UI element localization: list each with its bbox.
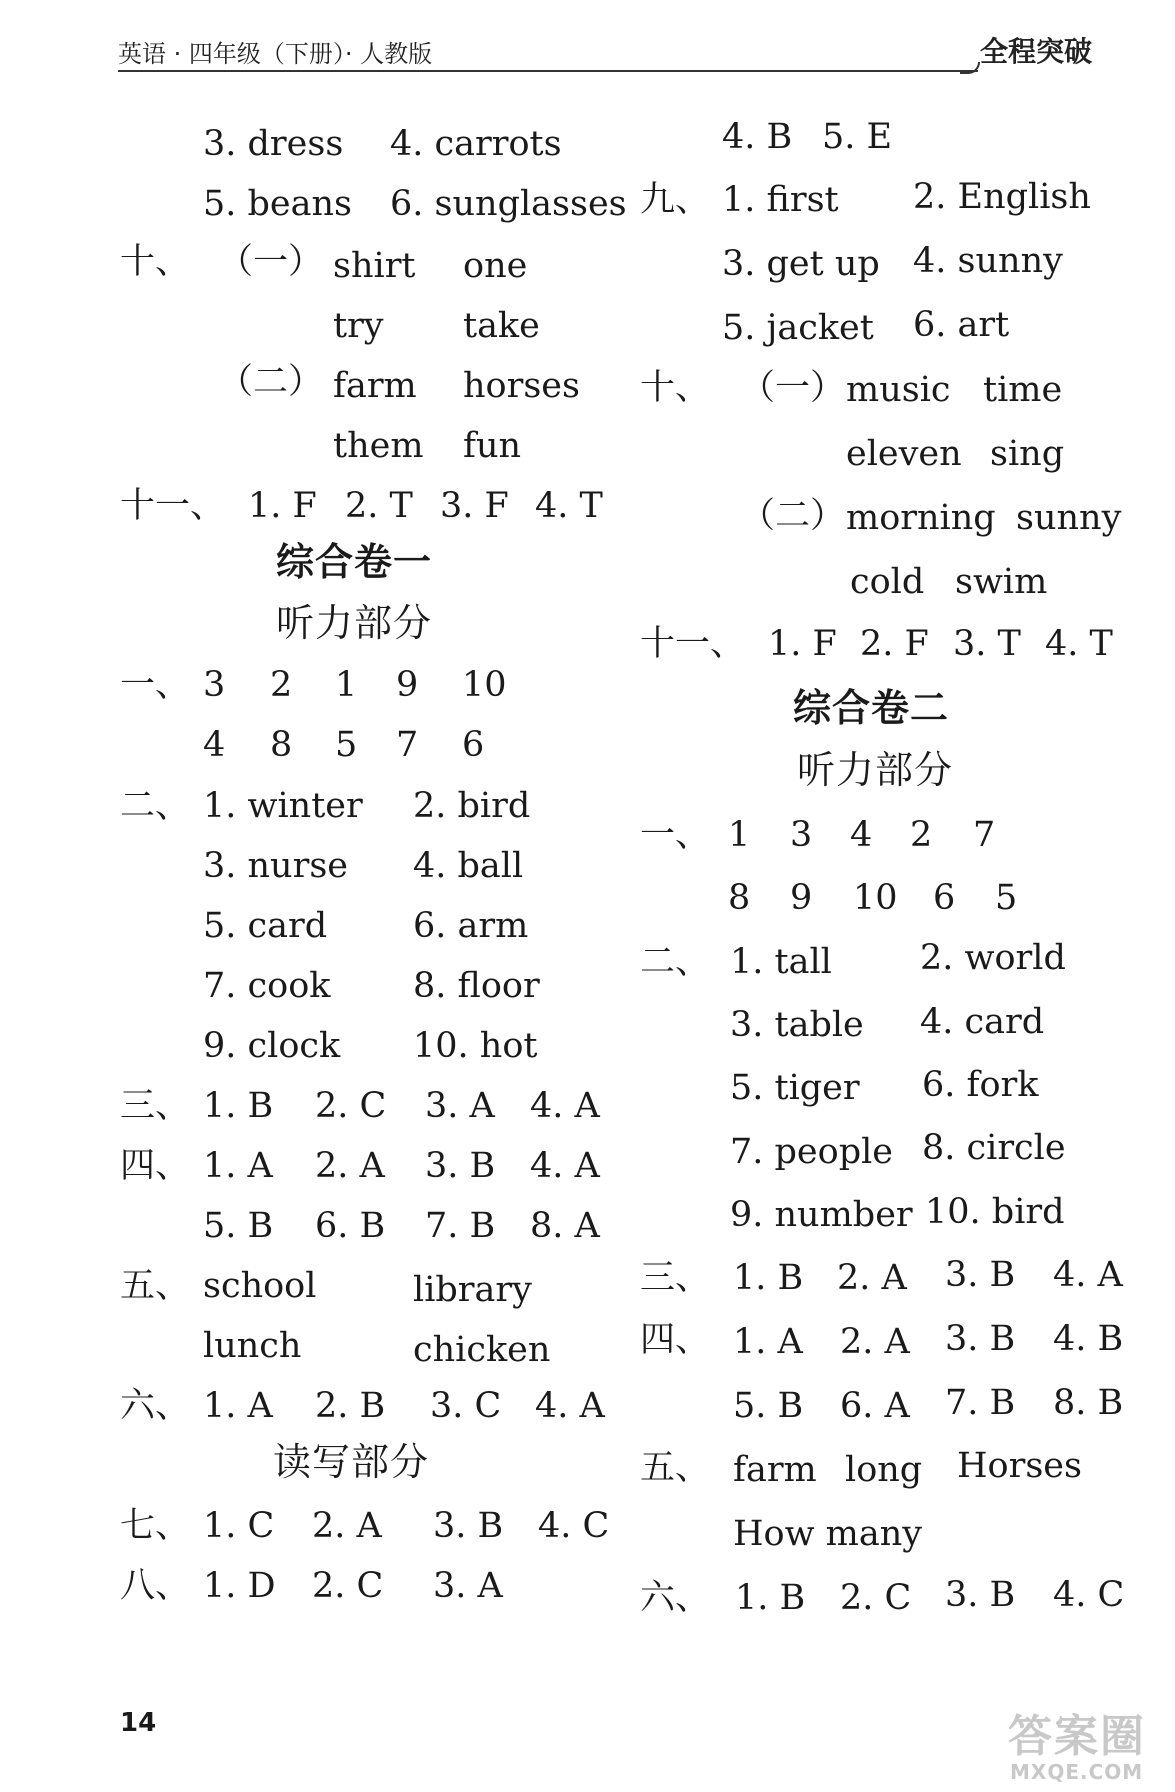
answer: 5	[335, 725, 358, 765]
answer: 6	[933, 878, 956, 918]
answer: 4	[850, 815, 873, 855]
answer: 2. A	[837, 1258, 907, 1298]
answer: 9	[396, 665, 419, 705]
answer: farm	[333, 366, 417, 406]
answer: 4. sunny	[913, 241, 1063, 281]
section-number: 十、	[120, 242, 191, 282]
answer: 2. B	[315, 1386, 386, 1426]
section-number: 三、	[640, 1258, 711, 1298]
section-number: 二、	[640, 942, 711, 982]
answer: 3	[790, 815, 813, 855]
answer: 5. beans	[203, 184, 353, 224]
answer: 2. world	[920, 938, 1066, 978]
part-number: （一）	[218, 242, 324, 282]
part-number: （一）	[740, 368, 846, 408]
answer: 1	[335, 665, 358, 705]
answer: 2. C	[312, 1566, 384, 1606]
paper-title: 综合卷一	[276, 540, 433, 584]
answer: 1. B	[733, 1258, 804, 1298]
part-number: （二）	[218, 362, 324, 402]
answer: 3. A	[433, 1566, 503, 1606]
section-number: 四、	[640, 1320, 711, 1360]
answer: 4. card	[920, 1002, 1045, 1042]
answer: 6	[462, 725, 485, 765]
answer: 7. B	[945, 1383, 1016, 1423]
answer: 3. B	[945, 1319, 1016, 1359]
answer: long	[845, 1450, 923, 1490]
answer: 3. B	[945, 1255, 1016, 1295]
answer: 9	[790, 878, 813, 918]
answer: school	[203, 1266, 317, 1306]
answer: 7. people	[730, 1132, 894, 1172]
answer: 5. B	[203, 1206, 274, 1246]
answer: 2. A	[312, 1506, 382, 1546]
answer: 6. A	[840, 1386, 910, 1426]
answer: 8. floor	[413, 966, 540, 1006]
answer: 5. jacket	[722, 308, 874, 348]
answer: 10. bird	[925, 1192, 1065, 1232]
answer: 3. B	[425, 1146, 496, 1186]
header-rule-flourish	[960, 62, 980, 74]
answer: 5. card	[203, 906, 328, 946]
answer: 7	[396, 725, 419, 765]
section-number: 六、	[640, 1578, 711, 1618]
answer: 3. T	[953, 624, 1021, 664]
answer: 1	[728, 815, 751, 855]
answer: 1. D	[203, 1566, 276, 1606]
answer: 1. winter	[203, 786, 363, 826]
answer: 9. number	[730, 1195, 913, 1235]
answer: horses	[463, 366, 580, 406]
answer: 8	[270, 725, 293, 765]
answer: 5. E	[822, 117, 893, 157]
section-number: 五、	[640, 1448, 711, 1488]
answer: 3. dress	[203, 124, 344, 164]
section-number: 四、	[120, 1146, 191, 1186]
answer: How many	[733, 1514, 923, 1554]
answer: 2. C	[315, 1086, 387, 1126]
section-heading: 听力部分	[276, 601, 433, 645]
part-number: （二）	[740, 496, 846, 536]
answer: 3	[203, 665, 226, 705]
answer: 1. tall	[730, 942, 832, 982]
section-number: 五、	[120, 1266, 191, 1306]
answer: 4. carrots	[390, 124, 562, 164]
answer: 2	[270, 665, 293, 705]
answer: 2. C	[840, 1578, 912, 1618]
watermark-logo	[1000, 1700, 1170, 1788]
answer: 4. A	[1053, 1255, 1123, 1295]
section-number: 三、	[120, 1086, 191, 1126]
answer: 1. B	[203, 1086, 274, 1126]
answer: lunch	[203, 1326, 302, 1366]
answer: 7. B	[425, 1206, 496, 1246]
answer: 2. F	[860, 624, 929, 664]
answer: 3. B	[433, 1506, 504, 1546]
answer: 3. table	[730, 1005, 864, 1045]
section-number: 一、	[120, 665, 191, 705]
brand-logo: 全程突破	[980, 35, 1093, 68]
answer: 1. A	[203, 1386, 273, 1426]
answer: 5. B	[733, 1386, 804, 1426]
answer: 1. A	[203, 1146, 273, 1186]
page-number: 14	[120, 1708, 157, 1738]
answer: 4. A	[530, 1086, 600, 1126]
answer: 1. A	[733, 1322, 803, 1362]
answer: library	[413, 1270, 532, 1310]
answer: 7	[973, 815, 996, 855]
header-title: 英语 · 四年级（下册）· 人教版	[118, 40, 433, 68]
answer: chicken	[413, 1330, 551, 1370]
answer: 5. tiger	[730, 1068, 860, 1108]
answer: 4. ball	[413, 846, 524, 886]
answer: 7. cook	[203, 966, 331, 1006]
answer: 2. English	[913, 177, 1091, 217]
answer: 3. C	[430, 1386, 502, 1426]
answer: 6. fork	[922, 1065, 1039, 1105]
answer: 2. A	[315, 1146, 385, 1186]
answer: cold	[850, 562, 925, 602]
answer: 8	[728, 878, 751, 918]
section-number: 六、	[120, 1386, 191, 1426]
answer: 4. T	[1045, 624, 1113, 664]
answer: take	[463, 306, 540, 346]
section-number: 二、	[120, 786, 191, 826]
answer: try	[333, 306, 384, 346]
answer: 1. B	[735, 1578, 806, 1618]
answer: time	[983, 370, 1063, 410]
answer: 2. T	[345, 486, 413, 526]
watermark-url: MXQE.COM	[1010, 1760, 1144, 1784]
answer: 4. A	[530, 1146, 600, 1186]
answer: swim	[955, 562, 1048, 602]
answer: 6. B	[315, 1206, 386, 1246]
answer: 4. B	[722, 117, 793, 157]
answer: 4. C	[538, 1506, 610, 1546]
section-heading: 听力部分	[797, 748, 954, 792]
header-rule	[118, 70, 978, 72]
answer: 2	[910, 815, 933, 855]
answer: 6. sunglasses	[390, 184, 627, 224]
answer: Horses	[957, 1446, 1082, 1486]
answer: 9. clock	[203, 1026, 341, 1066]
answer: 8. circle	[922, 1128, 1066, 1168]
watermark-text: 答案圈	[1008, 1711, 1146, 1762]
answer: 4. T	[535, 486, 603, 526]
answer: 10	[462, 665, 507, 705]
answer: them	[333, 426, 424, 466]
answer: eleven	[846, 434, 962, 474]
answer: sing	[990, 434, 1065, 474]
answer: 1. first	[722, 180, 839, 220]
answer: 2. bird	[413, 786, 531, 826]
answer: 3. F	[440, 486, 509, 526]
answer: 10. hot	[413, 1026, 538, 1066]
answer: 8. B	[1053, 1383, 1124, 1423]
answer: 6. art	[913, 305, 1010, 345]
paper-title: 综合卷二	[793, 686, 950, 730]
answer: 8. A	[530, 1206, 600, 1246]
answer: 4	[203, 725, 226, 765]
section-number: 十一、	[640, 624, 746, 664]
section-number: 八、	[120, 1566, 191, 1606]
section-number: 九、	[640, 180, 711, 220]
answer: 4. A	[535, 1386, 605, 1426]
section-number: 十一、	[120, 486, 226, 526]
answer: shirt	[333, 246, 416, 286]
answer: 3. B	[945, 1575, 1016, 1615]
answer: music	[846, 370, 951, 410]
answer: morning	[846, 498, 996, 538]
section-number: 一、	[640, 815, 711, 855]
answer: 4. B	[1053, 1319, 1124, 1359]
answer: 3. A	[425, 1086, 495, 1126]
answer: sunny	[1016, 498, 1122, 538]
answer: one	[463, 246, 528, 286]
section-number: 七、	[120, 1506, 191, 1546]
section-number: 十、	[640, 368, 711, 408]
answer: 6. arm	[413, 906, 529, 946]
answer: fun	[463, 426, 522, 466]
answer: 4. C	[1053, 1575, 1125, 1615]
answer: 10	[853, 878, 898, 918]
answer: 1. F	[248, 486, 317, 526]
answer: farm	[733, 1450, 817, 1490]
answer: 1. F	[768, 624, 837, 664]
answer: 1. C	[203, 1506, 275, 1546]
answer: 5	[995, 878, 1018, 918]
answer: 3. nurse	[203, 846, 349, 886]
section-heading: 读写部分	[273, 1440, 430, 1484]
answer: 2. A	[840, 1322, 910, 1362]
answer: 3. get up	[722, 244, 880, 284]
